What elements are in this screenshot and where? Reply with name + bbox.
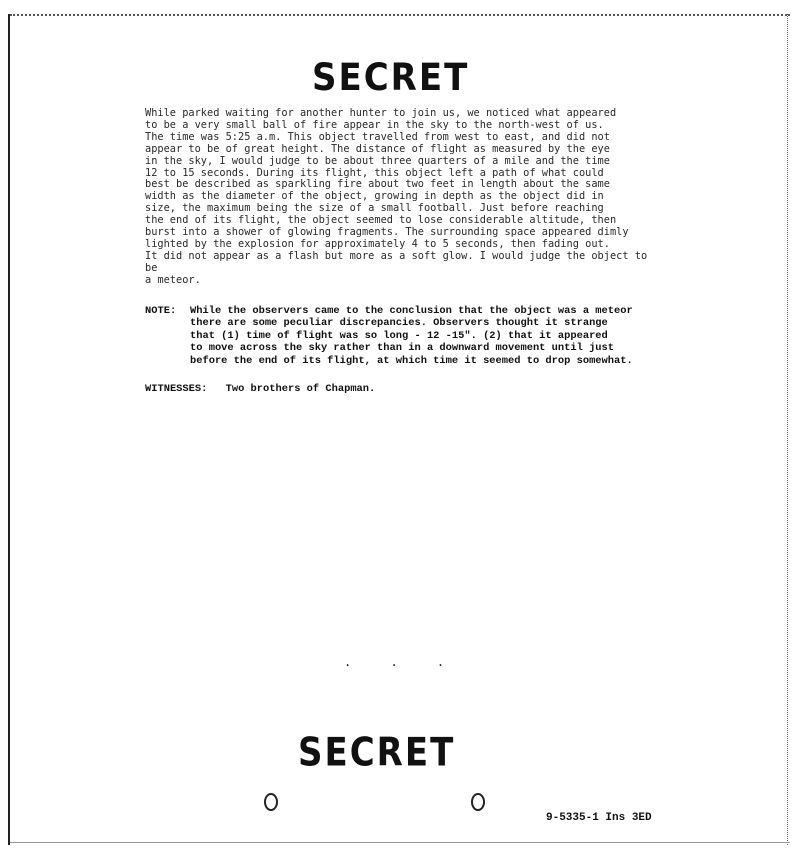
note-text: While the observers came to the conclusion that the object was a meteor there are some peculiar discrepancies. Observers thought it strange that (1) time of flight was so long - 12 -15". (2) that it appeared to move across the sky rather than in a downward movement until just before the end of its flight, at which time it seemed to drop somewhat. bbox=[190, 305, 633, 367]
witnesses-text: Two brothers of Chapman. bbox=[225, 383, 376, 395]
bottom-edge-rule bbox=[10, 842, 790, 843]
right-edge-rule bbox=[787, 14, 788, 845]
classification-stamp-top: SECRET bbox=[312, 56, 470, 100]
scan-specks: . . . bbox=[344, 655, 461, 669]
note-label: NOTE: bbox=[145, 305, 177, 317]
top-edge-rule bbox=[10, 14, 790, 16]
punch-hole-right bbox=[471, 793, 485, 811]
file-reference: 9-5335-1 Ins 3ED bbox=[546, 812, 652, 824]
classification-stamp-bottom: SECRET bbox=[298, 730, 456, 776]
witnesses-section bbox=[145, 383, 375, 395]
body-paragraph: While parked waiting for another hunter to join us, we noticed what appeared to be a very small ball of fire appear in the sky to the north-west of us. The time was 5:25 a.m. This object travelled from west to east, and did not appear to be of great height. The distance of flight as measured by the eye in the sky, I would judge to be about three quarters of a mile and the time 12 to 15 seconds. During its flight, this object left a path of what could best be described as sparkling fire about two feet in length about the same width as the diameter of the object, growing in depth as the object did in size, the maximum being the size of a small football. Just before reaching the end of its flight, the object seemed to lose considerable altitude, then burst into a shower of glowing fragments. The surrounding space appeared dimly lighted by the explosion for approximately 4 to 5 seconds, then fading out. It did not appear as a flash but more as a soft glow. I would judge the object to be a meteor. bbox=[145, 107, 648, 286]
witnesses-label: WITNESSES: bbox=[145, 383, 208, 395]
left-edge-rule bbox=[8, 14, 10, 845]
punch-hole-left bbox=[264, 793, 278, 811]
